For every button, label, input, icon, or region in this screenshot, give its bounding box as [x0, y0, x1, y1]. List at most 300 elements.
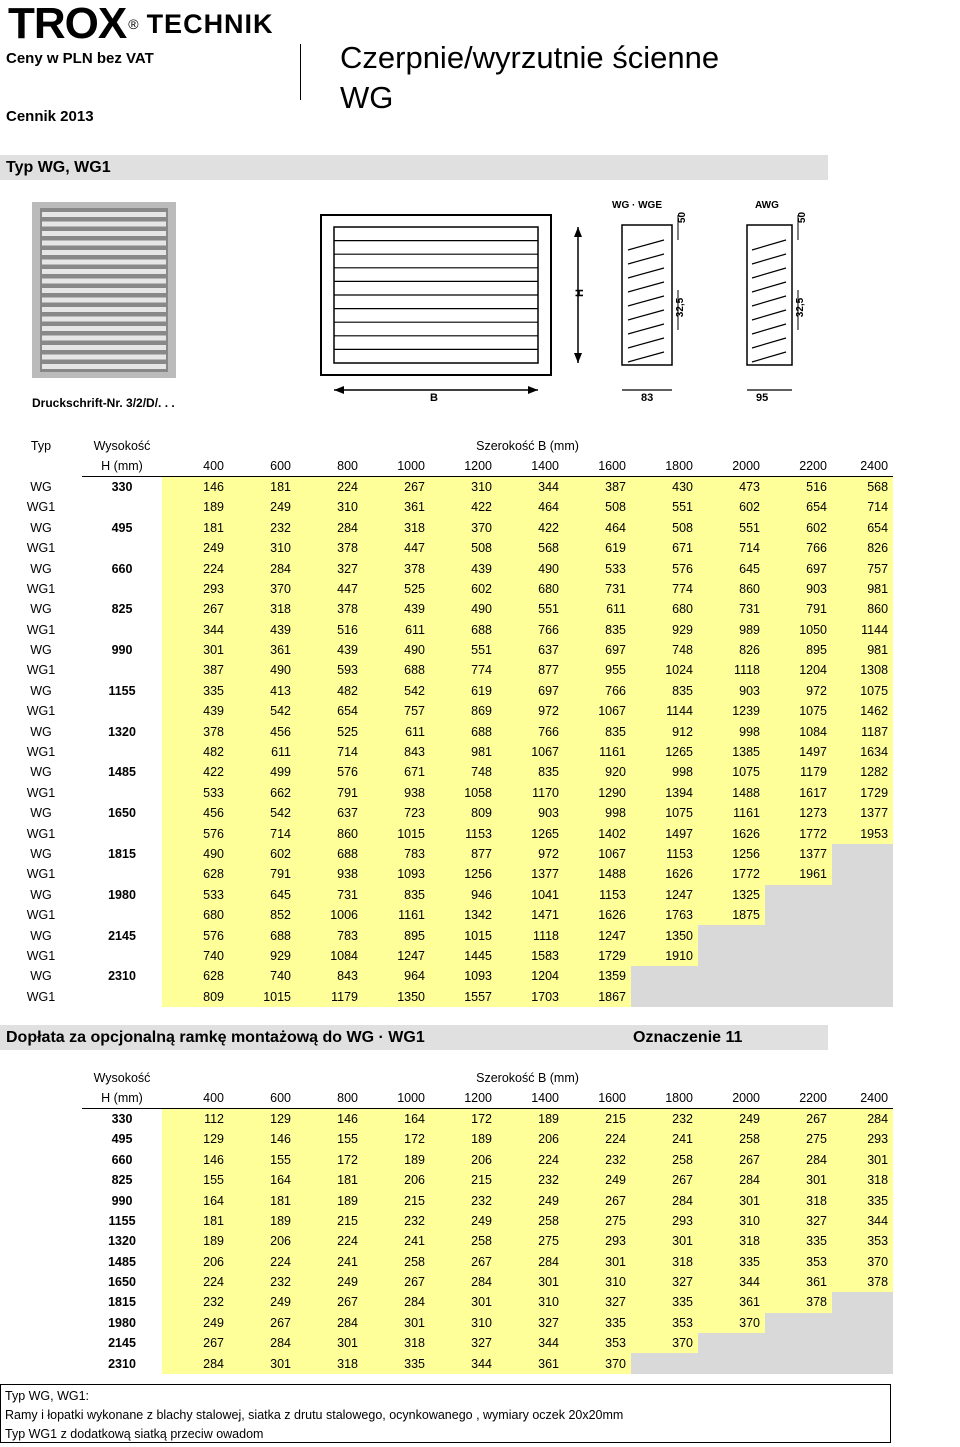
price-cell: 224: [229, 1252, 296, 1272]
price-cell: 981: [430, 742, 497, 762]
price-cell: 284: [229, 1333, 296, 1353]
price-cell: 284: [765, 1150, 832, 1170]
price-cell: 551: [497, 599, 564, 619]
unavailable-cell: [832, 905, 893, 925]
price-cell: 413: [229, 681, 296, 701]
unavailable-cell: [832, 966, 893, 986]
price-cell: 1626: [698, 823, 765, 843]
price-cell: 964: [363, 966, 430, 986]
price-cell: 224: [564, 1129, 631, 1149]
price-cell: 688: [229, 925, 296, 945]
price-cell: 310: [430, 477, 497, 497]
dim-label-h: H: [573, 289, 586, 297]
price-cell: 275: [497, 1231, 564, 1251]
price-cell: 611: [564, 599, 631, 619]
price-cell: 310: [564, 1272, 631, 1292]
price-cell: 361: [765, 1272, 832, 1292]
price-cell: 1377: [832, 803, 893, 823]
price-cell: 602: [765, 518, 832, 538]
price-cell: 869: [430, 701, 497, 721]
price-cell: 224: [497, 1150, 564, 1170]
price-cell: 628: [162, 966, 229, 986]
price-cell: 267: [698, 1150, 765, 1170]
price-cell: 249: [162, 538, 229, 558]
price-cell: 318: [765, 1190, 832, 1210]
unavailable-cell: [631, 987, 698, 1007]
price-cell: 680: [497, 579, 564, 599]
row-height: [82, 905, 162, 925]
price-cell: 301: [564, 1252, 631, 1272]
unavailable-cell: [631, 966, 698, 986]
price-cell: 542: [363, 681, 430, 701]
price-cell: 215: [564, 1109, 631, 1129]
price-cell: 766: [765, 538, 832, 558]
price-cell: 723: [363, 803, 430, 823]
price-cell: 146: [162, 1150, 229, 1170]
row-height: 1650: [108, 806, 136, 821]
section-views-drawing: [612, 210, 842, 406]
price-cell: 903: [497, 803, 564, 823]
price-cell: 215: [363, 1190, 430, 1210]
price-cell: 490: [497, 558, 564, 578]
section-title-frame: [0, 1025, 828, 1050]
row-height: [82, 987, 162, 1007]
table-row: [82, 1129, 893, 1149]
price-cell: 835: [497, 762, 564, 782]
header-width: Szerokość B (mm): [476, 1071, 579, 1086]
row-height: [82, 823, 162, 843]
price-cell: 267: [564, 1190, 631, 1210]
price-cell: 533: [162, 783, 229, 803]
unavailable-cell: [631, 1353, 698, 1373]
row-height: 1815: [108, 847, 136, 861]
price-cell: 439: [229, 620, 296, 640]
price-cell: 1488: [698, 783, 765, 803]
price-cell: 688: [430, 721, 497, 741]
table-row: [82, 1272, 893, 1292]
unavailable-cell: [832, 885, 893, 905]
row-height: 2310: [108, 969, 136, 984]
price-cell: 516: [765, 477, 832, 497]
price-cell: 835: [363, 885, 430, 905]
price-cell: 361: [497, 1353, 564, 1373]
price-cell: 490: [229, 660, 296, 680]
price-cell: 1067: [564, 701, 631, 721]
price-cell: 361: [229, 640, 296, 660]
unavailable-cell: [765, 1333, 832, 1353]
price-cell: 439: [430, 558, 497, 578]
price-cell: 1282: [832, 762, 893, 782]
price-cell: 370: [564, 1353, 631, 1373]
price-cell: 972: [497, 844, 564, 864]
header-blank: [0, 456, 82, 476]
price-cell: 791: [765, 599, 832, 619]
price-cell: 714: [296, 742, 363, 762]
price-cell: 335: [363, 1353, 430, 1373]
price-cell: 155: [229, 1150, 296, 1170]
table-header-row: [82, 1068, 893, 1088]
table-row: [0, 620, 893, 640]
price-cell: 267: [363, 477, 430, 497]
price-cell: 809: [162, 987, 229, 1007]
row-height: 2310: [108, 1356, 136, 1371]
price-cell: 533: [162, 885, 229, 905]
table-row: [0, 762, 893, 782]
price-cell: 1961: [765, 864, 832, 884]
price-cell: 1359: [564, 966, 631, 986]
width-header: 2200: [765, 456, 832, 476]
unavailable-cell: [698, 966, 765, 986]
row-height: 660: [111, 1152, 133, 1167]
price-cell: 1075: [765, 701, 832, 721]
price-cell: 1377: [497, 864, 564, 884]
row-height: [82, 497, 162, 517]
price-cell: 301: [363, 1313, 430, 1333]
table-row: [0, 885, 893, 905]
price-cell: 645: [229, 885, 296, 905]
row-height: 1485: [108, 765, 136, 780]
price-cell: 654: [296, 701, 363, 721]
unavailable-cell: [832, 925, 893, 945]
table-row: [0, 660, 893, 680]
price-cell: 1626: [564, 905, 631, 925]
price-cell: 267: [296, 1292, 363, 1312]
table-row: [0, 599, 893, 619]
price-cell: 1910: [631, 946, 698, 966]
price-cell: 929: [229, 946, 296, 966]
width-header: 2000: [698, 456, 765, 476]
price-cell: 301: [765, 1170, 832, 1190]
price-cell: 318: [698, 1231, 765, 1251]
row-height: 825: [111, 1173, 133, 1188]
price-list-year: Cennik 2013: [6, 108, 94, 125]
price-cell: 232: [162, 1292, 229, 1312]
price-cell: 447: [296, 579, 363, 599]
row-height: 1980: [108, 1315, 136, 1330]
price-cell: 809: [430, 803, 497, 823]
price-cell: 206: [363, 1170, 430, 1190]
section-label-wg-wge: WG · WGE: [612, 200, 662, 211]
row-type: WG: [30, 724, 52, 739]
price-cell: 1204: [497, 966, 564, 986]
unavailable-cell: [765, 987, 832, 1007]
row-height: 1155: [108, 683, 136, 698]
price-cell: 335: [832, 1190, 893, 1210]
unavailable-cell: [832, 864, 893, 884]
table-row: [0, 538, 893, 558]
row-height: [82, 783, 162, 803]
row-type: WG: [30, 479, 52, 494]
width-header: 800: [296, 456, 363, 476]
row-height: 660: [111, 561, 133, 576]
price-cell: 301: [162, 640, 229, 660]
price-cell: 611: [363, 620, 430, 640]
price-cell: 1015: [229, 987, 296, 1007]
price-cell: 1394: [631, 783, 698, 803]
table-row: [82, 1190, 893, 1210]
price-cell: 353: [564, 1333, 631, 1353]
logo-subtext: TECHNIK: [146, 8, 274, 39]
table-row: [0, 721, 893, 741]
price-cell: 215: [296, 1211, 363, 1231]
price-cell: 464: [497, 497, 564, 517]
price-cell: 1118: [698, 660, 765, 680]
row-height: 990: [111, 1193, 133, 1208]
price-cell: 293: [564, 1231, 631, 1251]
price-cell: 791: [229, 864, 296, 884]
unavailable-cell: [765, 905, 832, 925]
header-height: Wysokość: [93, 439, 151, 454]
unavailable-cell: [832, 1333, 893, 1353]
table-row: [82, 1252, 893, 1272]
price-cell: 378: [363, 558, 430, 578]
price-cell: 1153: [631, 844, 698, 864]
price-cell: 215: [430, 1170, 497, 1190]
price-cell: 464: [564, 518, 631, 538]
price-cell: 129: [162, 1129, 229, 1149]
price-cell: 181: [162, 518, 229, 538]
price-cell: 284: [229, 558, 296, 578]
price-cell: 378: [296, 599, 363, 619]
front-view-drawing: [316, 210, 594, 406]
unavailable-cell: [698, 987, 765, 1007]
header-h-mm: H (mm): [82, 1088, 162, 1108]
unavailable-cell: [765, 966, 832, 986]
row-type: WG1: [26, 785, 56, 800]
row-height: [82, 620, 162, 640]
width-header: 400: [162, 456, 229, 476]
price-cell: 232: [229, 1272, 296, 1292]
price-cell: 155: [162, 1170, 229, 1190]
table-row: [82, 1211, 893, 1231]
row-type: WG: [30, 602, 52, 617]
price-cell: 301: [698, 1190, 765, 1210]
price-cell: 189: [497, 1109, 564, 1129]
price-cell: 249: [497, 1190, 564, 1210]
row-type: WG1: [26, 581, 56, 596]
table-subheader-row: [0, 456, 893, 476]
price-cell: 508: [631, 518, 698, 538]
price-cell: 241: [363, 1231, 430, 1251]
price-cell: 189: [162, 497, 229, 517]
price-cell: 310: [698, 1211, 765, 1231]
price-cell: 335: [564, 1313, 631, 1333]
price-cell: 370: [698, 1313, 765, 1333]
price-cell: 748: [430, 762, 497, 782]
row-height: 1320: [108, 724, 136, 739]
price-cell: 791: [296, 783, 363, 803]
price-cell: 293: [162, 579, 229, 599]
price-cell: 551: [698, 518, 765, 538]
price-cell: 275: [564, 1211, 631, 1231]
price-cell: 327: [765, 1211, 832, 1231]
unavailable-cell: [832, 987, 893, 1007]
price-cell: 422: [162, 762, 229, 782]
price-cell: 189: [229, 1211, 296, 1231]
price-cell: 654: [832, 518, 893, 538]
row-type: WG1: [26, 745, 56, 760]
price-cell: 284: [162, 1353, 229, 1373]
header-h-mm: H (mm): [82, 456, 162, 476]
price-cell: 387: [162, 660, 229, 680]
price-cell: 602: [229, 844, 296, 864]
header-typ: Typ: [30, 439, 52, 454]
price-cell: 1703: [497, 987, 564, 1007]
price-cell: 344: [162, 620, 229, 640]
dim-label-95: 95: [756, 392, 769, 404]
price-cell: 206: [162, 1252, 229, 1272]
price-cell: 439: [363, 599, 430, 619]
price-cell: 181: [229, 477, 296, 497]
price-cell: 482: [296, 681, 363, 701]
price-cell: 344: [497, 477, 564, 497]
table-row: [0, 905, 893, 925]
price-cell: 284: [296, 1313, 363, 1333]
price-cell: 1247: [363, 946, 430, 966]
price-cell: 1265: [631, 742, 698, 762]
price-cell: 946: [430, 885, 497, 905]
price-cell: 267: [162, 1333, 229, 1353]
dim-label-32-right: 32,5: [795, 297, 807, 318]
row-type: WG1: [26, 704, 56, 719]
row-type: WG1: [26, 908, 56, 923]
price-cell: 972: [497, 701, 564, 721]
row-height: 1485: [108, 1254, 136, 1269]
row-height: 1320: [108, 1234, 136, 1249]
table-subheader-row: [82, 1088, 893, 1108]
unavailable-cell: [832, 1353, 893, 1373]
price-cell: 740: [162, 946, 229, 966]
price-cell: 645: [698, 558, 765, 578]
price-cell: 611: [363, 721, 430, 741]
width-header: 1000: [363, 456, 430, 476]
dim-label-50-right: 50: [797, 211, 809, 224]
price-cell: 1084: [296, 946, 363, 966]
price-cell: 1342: [430, 905, 497, 925]
row-height: 495: [111, 1132, 133, 1147]
price-cell: 1350: [363, 987, 430, 1007]
row-type: WG: [30, 643, 52, 658]
price-cell: 490: [363, 640, 430, 660]
note-line-3: Typ WG1 z dodatkową siatką przeciw owadom: [5, 1427, 264, 1441]
row-height: 330: [111, 480, 133, 495]
price-cell: 1273: [765, 803, 832, 823]
price-cell: 318: [363, 1333, 430, 1353]
price-cell: 1256: [698, 844, 765, 864]
price-cell: 447: [363, 538, 430, 558]
price-cell: 189: [162, 1231, 229, 1251]
price-cell: 1867: [564, 987, 631, 1007]
price-cell: 766: [497, 721, 564, 741]
price-cell: 172: [430, 1109, 497, 1129]
price-cell: 1144: [631, 701, 698, 721]
price-cell: 508: [430, 538, 497, 558]
price-cell: 284: [698, 1170, 765, 1190]
width-header: 1600: [564, 1088, 631, 1108]
price-cell: 1772: [765, 823, 832, 843]
price-cell: 1350: [631, 925, 698, 945]
price-cell: 430: [631, 477, 698, 497]
price-cell: 1729: [564, 946, 631, 966]
price-cell: 576: [162, 925, 229, 945]
price-cell: 318: [363, 518, 430, 538]
price-cell: 249: [430, 1211, 497, 1231]
width-header: 1200: [430, 1088, 497, 1108]
price-cell: 301: [296, 1333, 363, 1353]
price-cell: 1204: [765, 660, 832, 680]
price-cell: 1050: [765, 620, 832, 640]
price-cell: 499: [229, 762, 296, 782]
unavailable-cell: [832, 1292, 893, 1312]
price-cell: 249: [229, 1292, 296, 1312]
price-cell: 576: [631, 558, 698, 578]
price-cell: 989: [698, 620, 765, 640]
price-cell: 688: [363, 660, 430, 680]
price-cell: 267: [363, 1272, 430, 1292]
drawing-caption: Druckschrift-Nr. 3/2/D/. . .: [32, 396, 175, 410]
row-type: WG: [30, 683, 52, 698]
row-type: WG: [30, 847, 52, 861]
row-type: WG: [30, 806, 52, 821]
price-cell: 318: [296, 1353, 363, 1373]
table-row: [0, 518, 893, 538]
price-cell: 112: [162, 1109, 229, 1129]
price-cell: 551: [631, 497, 698, 517]
price-cell: 456: [229, 721, 296, 741]
price-cell: 637: [296, 803, 363, 823]
table-row: [0, 946, 893, 966]
row-type: WG1: [26, 826, 56, 841]
price-cell: 1953: [832, 823, 893, 843]
price-cell: 1265: [497, 823, 564, 843]
notes-box: [0, 1384, 891, 1443]
row-height: [82, 864, 162, 884]
section-title-type: [0, 155, 828, 180]
row-type: WG1: [26, 948, 56, 963]
price-cell: 1161: [698, 803, 765, 823]
section-title-text: Typ WG, WG1: [6, 159, 111, 176]
price-cell: 774: [631, 579, 698, 599]
price-cell: 327: [631, 1272, 698, 1292]
width-header: 800: [296, 1088, 363, 1108]
price-cell: 284: [497, 1252, 564, 1272]
row-type: WG1: [26, 500, 56, 515]
row-type: WG: [30, 765, 52, 780]
price-cell: 774: [430, 660, 497, 680]
price-cell: 1239: [698, 701, 765, 721]
price-cell: 766: [497, 620, 564, 640]
row-type: WG: [30, 928, 52, 943]
price-cell: 361: [698, 1292, 765, 1312]
price-cell: 335: [162, 681, 229, 701]
price-cell: 576: [162, 823, 229, 843]
price-cell: 835: [631, 681, 698, 701]
row-height: 990: [111, 643, 133, 658]
price-cell: 129: [229, 1109, 296, 1129]
unavailable-cell: [765, 946, 832, 966]
table-row: [82, 1231, 893, 1251]
price-cell: 310: [229, 538, 296, 558]
table-row: [82, 1150, 893, 1170]
price-cell: 783: [296, 925, 363, 945]
row-type: WG1: [26, 541, 56, 556]
price-cell: 835: [564, 721, 631, 741]
width-header: 2000: [698, 1088, 765, 1108]
price-cell: 895: [363, 925, 430, 945]
price-cell: 533: [564, 558, 631, 578]
price-cell: 189: [363, 1150, 430, 1170]
price-cell: 1377: [765, 844, 832, 864]
